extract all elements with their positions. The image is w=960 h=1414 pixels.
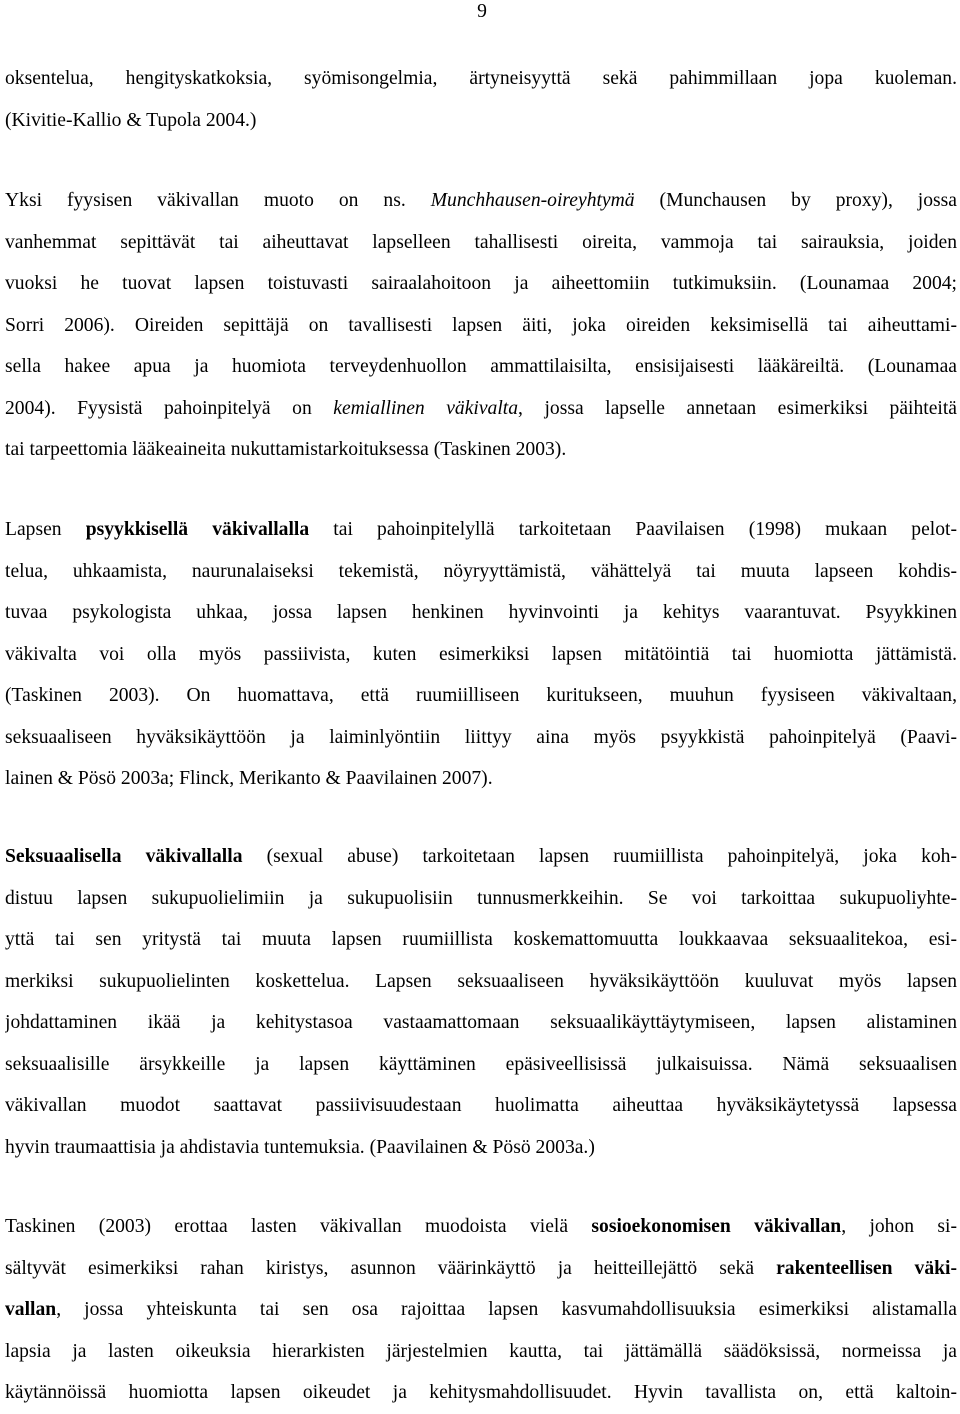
- text-line: väkivallan muodot saattavat passiivisuudestaan huolimatta aiheuttaa hyväksikäytetyssä lapsessa: [5, 1095, 957, 1116]
- text-run: , johon si-: [841, 1216, 957, 1237]
- text-run: sältyvät esimerkiksi rahan kiristys, asunnon väärinkäyttö ja heitteillejättö sekä: [5, 1257, 777, 1279]
- text-line: [5, 388, 957, 430]
- text-line: (Taskinen 2003). On huomattava, että ruumiilliseen kuritukseen, muuhun fyysiseen väkivaltaan,: [5, 685, 957, 706]
- text-run: , jossa lapselle annetaan esimerkiksi päihteitä: [518, 397, 957, 419]
- text-line: seksuaalisille ärsykkeille ja lapsen käyttäminen epäsiveellisissä julkaisuissa. Nämä seksuaalisen: [5, 1053, 957, 1075]
- text-line: [5, 1206, 957, 1248]
- emphasis-term: Munchhausen-oireyhtymä: [430, 190, 635, 211]
- text-line: [5, 1248, 957, 1290]
- paragraph-sexual-abuse: [5, 836, 957, 1168]
- text-line: vanhemmat sepittävät tai aiheuttavat lapselleen tahallisesti oireita, vammoja tai sairauksia, joiden: [5, 231, 957, 253]
- page-number: 9: [477, 1, 487, 22]
- text-run: , jossa yhteiskunta tai sen osa rajoittaa lapsen kasvumahdollisuuksia esimerkiksi alistamalla: [56, 1299, 957, 1320]
- text-run: tai pahoinpitelyllä tarkoitetaan Paavilaisen (1998) mukaan pelot-: [309, 519, 957, 540]
- text-line: oksentelua, hengityskatkoksia, syömisongelmia, ärtyneisyyttä sekä pahimmillaan jopa kuoleman.: [5, 68, 957, 89]
- text-run: Lapsen: [5, 519, 86, 540]
- bold-term: psyykkisellä väkivallalla: [85, 519, 310, 540]
- text-line: lainen & Pösö 2003a; Flinck, Merikanto & Paavilainen 2007).: [5, 768, 493, 789]
- text-line: (Kivitie-Kallio & Tupola 2004.): [5, 109, 257, 131]
- text-line: distuu lapsen sukupuolielimiin ja sukupuolisiin tunnusmerkkeihin. Se voi tarkoittaa sukupuoliyhte-: [5, 887, 957, 909]
- bold-term: sosioekonomisen väkivallan: [591, 1216, 842, 1237]
- paragraph-physical-consequences: [5, 58, 957, 141]
- text-line: seksuaaliseen hyväksikäyttöön ja laiminlyöntiin liittyy aina myös psyykkistä pahoinpitelyä (Paavi-: [5, 726, 957, 748]
- text-line: [5, 836, 957, 878]
- emphasis-term: kemiallinen väkivalta: [333, 397, 519, 419]
- text-run: (sexual abuse) tarkoitetaan lapsen ruumiillista pahoinpitelyä, joka koh-: [242, 846, 957, 867]
- text-line: Sorri 2006). Oireiden sepittäjä on tavallisesti lapsen äiti, joka oireiden keksimisellä tai aiheuttami-: [5, 314, 957, 336]
- text-line: tai tarpeettomia lääkeaineita nukuttamistarkoituksessa (Taskinen 2003).: [5, 439, 567, 460]
- text-run: Yksi fyysisen väkivallan muoto on ns.: [5, 190, 431, 211]
- text-line: [5, 1289, 957, 1331]
- text-line: väkivalta voi olla myös passiivista, kuten esimerkiksi lapsen mitätöintiä tai huomiotta jättämistä.: [5, 643, 957, 665]
- text-run: Taskinen (2003) erottaa lasten väkivallan muodoista vielä: [5, 1216, 592, 1237]
- text-line: tuvaa psykologista uhkaa, jossa lapsen henkinen hyvinvointi ja kehitys vaarantuvat. Psyykkinen: [5, 602, 957, 623]
- text-line: johdattaminen ikää ja kehitystasoa vastaamattomaan seksuaalikäyttäytymiseen, lapsen alistaminen: [5, 1012, 957, 1033]
- text-line: [5, 180, 957, 222]
- text-line: sella hakee apua ja huomiota terveydenhuollon ammattilaisilta, ensisijaisesti lääkäreiltä. (Lounamaa: [5, 356, 957, 377]
- text-line: lapsia ja lasten oikeuksia hierarkisten järjestelmien kautta, tai jättämällä säädöksissä, normeissa ja: [5, 1340, 957, 1362]
- paragraph-munchhausen: [5, 180, 957, 471]
- bold-term: vallan: [5, 1299, 57, 1320]
- text-line: hyvin traumaattisia ja ahdistavia tuntemuksia. (Paavilainen & Pösö 2003a.): [5, 1136, 595, 1158]
- text-run: (Munchausen by proxy), jossa: [634, 190, 957, 211]
- text-line: käytännöissä huomiotta lapsen oikeudet ja kehitysmahdollisuudet. Hyvin tavallista on, että kaltoin-: [5, 1382, 957, 1403]
- text-line: telua, uhkaamista, naurunalaiseksi tekemistä, nöyryyttämistä, vähättelyä tai muuta lapseen kohdis-: [5, 560, 957, 582]
- text-line: merkiksi sukupuolielinten koskettelua. Lapsen seksuaaliseen hyväksikäyttöön kuuluvat myös lapsen: [5, 970, 957, 992]
- text-run: 2004). Fyysistä pahoinpitelyä on: [5, 397, 334, 419]
- bold-term: Seksuaalisella väkivallalla: [5, 846, 243, 867]
- text-line: vuoksi he tuovat lapsen toistuvasti sairaalahoitoon ja aiheettomiin tutkimuksiin. (Lounamaa 2004;: [5, 273, 957, 294]
- text-line: yttä tai sen yritystä tai muuta lapsen ruumiillista koskemattomuutta loukkaavaa seksuaalitekoa, esi-: [5, 929, 957, 950]
- paragraph-socioeconomic-violence: [5, 1206, 957, 1414]
- bold-term: rakenteellisen väki-: [776, 1257, 957, 1279]
- text-line: [5, 509, 957, 551]
- paragraph-psychological-violence: [5, 509, 957, 800]
